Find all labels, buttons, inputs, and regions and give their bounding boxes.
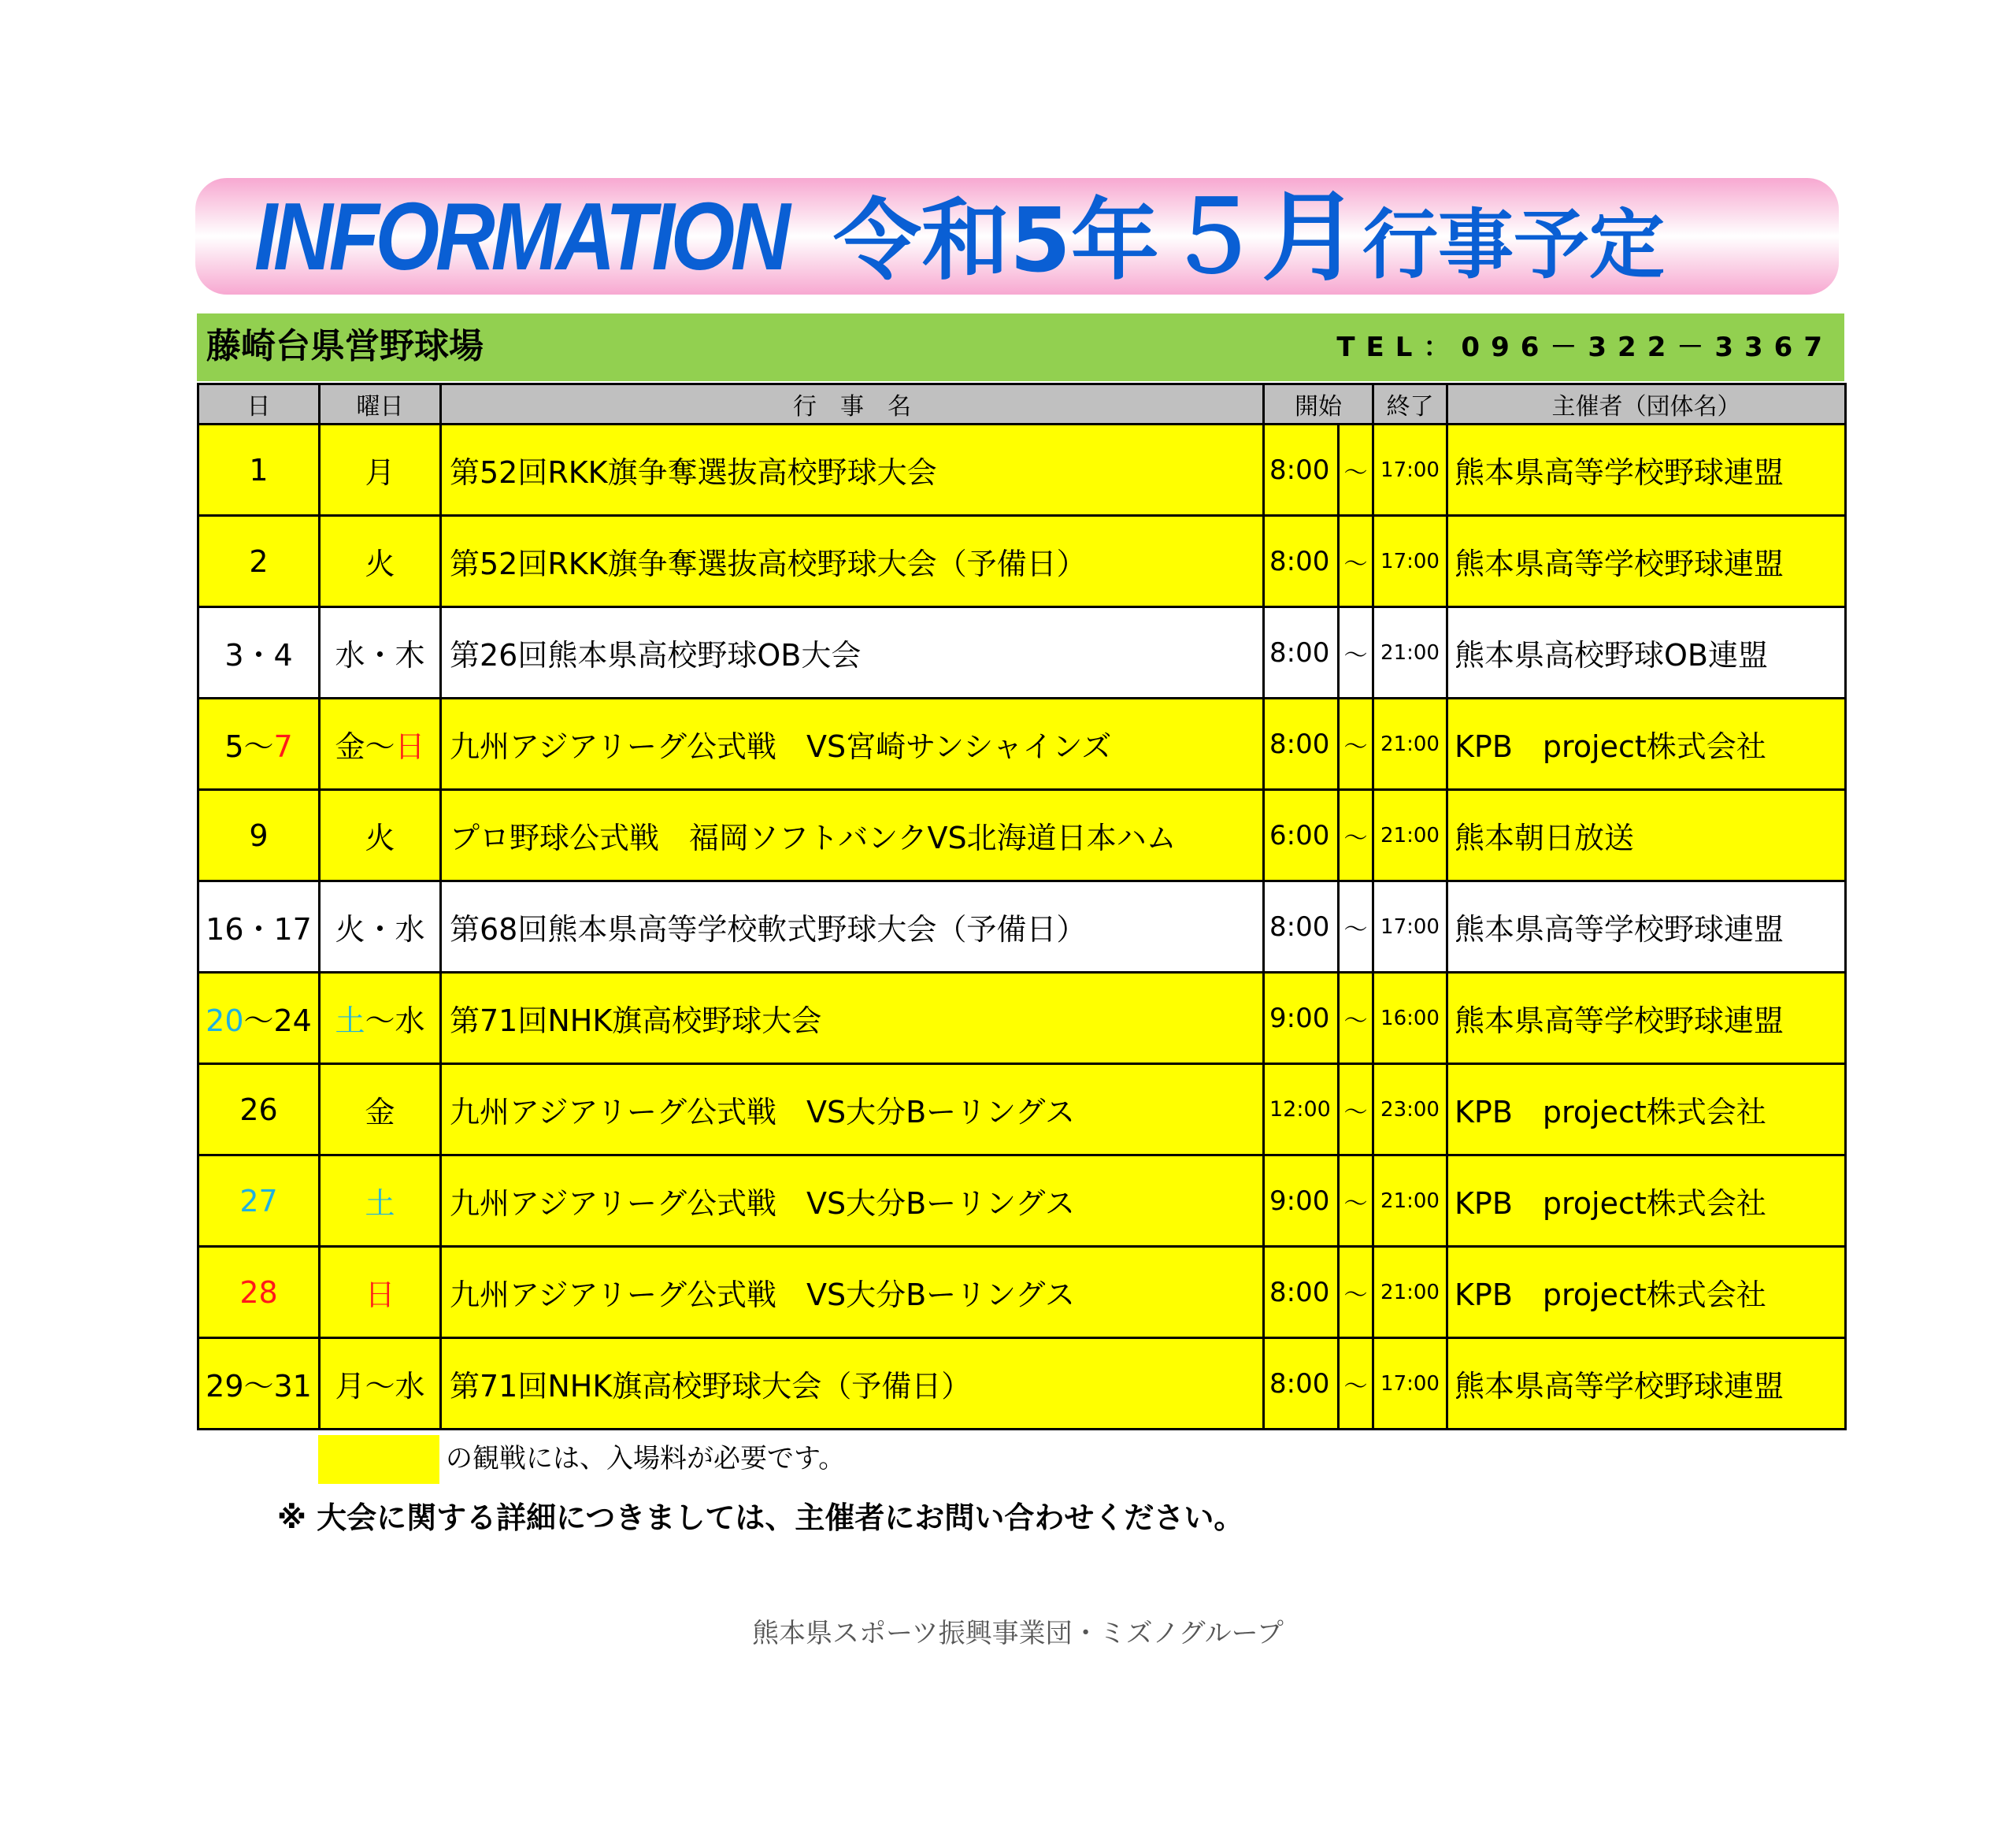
table-row — [198, 699, 1846, 790]
table-row — [198, 973, 1846, 1064]
cell-end: 17:00 — [1373, 1338, 1447, 1430]
cell-day-part: ～24 — [243, 1003, 312, 1038]
cell-separator: ～ — [1339, 1155, 1373, 1247]
cell-day: 9 — [198, 790, 320, 881]
cell-event-name: 第71回NHK旗高校野球大会（予備日） — [441, 1338, 1264, 1430]
cell-start: 8:00 — [1264, 1338, 1339, 1430]
venue-name: 藤崎台県営野球場 — [206, 326, 484, 366]
cell-organizer: 熊本県高等学校野球連盟 — [1447, 973, 1846, 1064]
cell-day: 2 — [198, 516, 320, 607]
cell-separator: ～ — [1339, 1064, 1373, 1155]
cell-organizer: KPB project株式会社 — [1447, 699, 1846, 790]
banner-month: ５月 — [1163, 181, 1359, 295]
cell-day: 27 — [198, 1155, 320, 1247]
cell-separator: ～ — [1339, 699, 1373, 790]
cell-day-saturday: 20 — [206, 1003, 244, 1038]
banner-event: 行事予定 — [1362, 201, 1665, 289]
cell-start: 8:00 — [1264, 425, 1339, 516]
cell-end: 21:00 — [1373, 699, 1447, 790]
cell-weekday-sunday: 日 — [395, 729, 425, 764]
cell-organizer: 熊本県高等学校野球連盟 — [1447, 1338, 1846, 1430]
cell-day: 29～31 — [198, 1338, 320, 1430]
cell-organizer: KPB project株式会社 — [1447, 1247, 1846, 1338]
cell-separator: ～ — [1339, 516, 1373, 607]
header-start: 開始 — [1264, 384, 1373, 425]
cell-start: 8:00 — [1264, 607, 1339, 699]
cell-weekday: 火 — [320, 516, 441, 607]
cell-event-name: 九州アジアリーグ公式戦 VS宮崎サンシャインズ — [441, 699, 1264, 790]
cell-event-name: 第68回熊本県高等学校軟式野球大会（予備日） — [441, 881, 1264, 973]
cell-end: 21:00 — [1373, 1247, 1447, 1338]
cell-separator: ～ — [1339, 425, 1373, 516]
cell-weekday: 火 — [320, 790, 441, 881]
cell-event-name: 第52回RKK旗争奪選抜高校野球大会 — [441, 425, 1264, 516]
cell-start: 8:00 — [1264, 1247, 1339, 1338]
banner-era: 令和5年 — [833, 190, 1159, 292]
cell-separator: ～ — [1339, 1247, 1373, 1338]
header-day: 日 — [198, 384, 320, 425]
cell-weekday — [320, 973, 441, 1064]
table-row — [198, 1247, 1846, 1338]
cell-day — [198, 699, 320, 790]
cell-organizer: 熊本県高校野球OB連盟 — [1447, 607, 1846, 699]
table-row — [198, 1155, 1846, 1247]
cell-start: 12:00 — [1264, 1064, 1339, 1155]
table-row — [198, 425, 1846, 516]
cell-day: 16・17 — [198, 881, 320, 973]
cell-separator: ～ — [1339, 881, 1373, 973]
schedule-table — [197, 383, 1847, 1430]
venue-bar — [197, 313, 1844, 381]
cell-start: 9:00 — [1264, 1155, 1339, 1247]
table-header-row — [198, 384, 1846, 425]
cell-separator: ～ — [1339, 790, 1373, 881]
header-organizer: 主催者（団体名） — [1447, 384, 1846, 425]
cell-day: 26 — [198, 1064, 320, 1155]
cell-organizer: KPB project株式会社 — [1447, 1064, 1846, 1155]
banner-title — [833, 181, 1665, 314]
table-row — [198, 881, 1846, 973]
cell-weekday: 金 — [320, 1064, 441, 1155]
cell-weekday: 月 — [320, 425, 441, 516]
cell-start: 8:00 — [1264, 881, 1339, 973]
cell-day-sunday: 7 — [273, 729, 293, 764]
cell-event-name: 九州アジアリーグ公式戦 VS大分Bーリングス — [441, 1064, 1264, 1155]
cell-end: 21:00 — [1373, 790, 1447, 881]
cell-organizer: 熊本県高等学校野球連盟 — [1447, 881, 1846, 973]
table-row — [198, 1338, 1846, 1430]
cell-weekday: 水・木 — [320, 607, 441, 699]
cell-weekday-part: 金～ — [335, 729, 395, 764]
cell-weekday-saturday: 土 — [335, 1003, 365, 1038]
cell-start: 9:00 — [1264, 973, 1339, 1064]
cell-organizer: KPB project株式会社 — [1447, 1155, 1846, 1247]
paid-admission-legend: の観戦には、入場料が必要です。 — [446, 1443, 846, 1474]
cell-weekday: 月～水 — [320, 1338, 441, 1430]
footer-operator: 熊本県スポーツ振興事業団・ミズノグループ — [752, 1618, 1284, 1649]
cell-end: 17:00 — [1373, 516, 1447, 607]
cell-end: 23:00 — [1373, 1064, 1447, 1155]
header-event-name: 行 事 名 — [441, 384, 1264, 425]
table-row — [198, 790, 1846, 881]
cell-weekday — [320, 699, 441, 790]
cell-organizer: 熊本県高等学校野球連盟 — [1447, 425, 1846, 516]
venue-tel: TEL：096－322－3367 — [1336, 332, 1833, 363]
inquiry-note: ※ 大会に関する詳細につきましては、主催者にお問い合わせください。 — [277, 1500, 1244, 1535]
cell-event-name: 第26回熊本県高校野球OB大会 — [441, 607, 1264, 699]
cell-day: 1 — [198, 425, 320, 516]
cell-separator: ～ — [1339, 1338, 1373, 1430]
title-banner — [195, 178, 1839, 295]
table-row — [198, 607, 1846, 699]
cell-event-name: プロ野球公式戦 福岡ソフトバンクVS北海道日本ハム — [441, 790, 1264, 881]
cell-event-name: 九州アジアリーグ公式戦 VS大分Bーリングス — [441, 1247, 1264, 1338]
table-row — [198, 1064, 1846, 1155]
header-end: 終了 — [1373, 384, 1447, 425]
cell-end: 16:00 — [1373, 973, 1447, 1064]
cell-event-name: 第71回NHK旗高校野球大会 — [441, 973, 1264, 1064]
cell-day-part: 5～ — [224, 729, 274, 764]
cell-start: 8:00 — [1264, 516, 1339, 607]
cell-weekday: 土 — [320, 1155, 441, 1247]
cell-weekday-part: ～水 — [365, 1003, 425, 1038]
cell-event-name: 九州アジアリーグ公式戦 VS大分Bーリングス — [441, 1155, 1264, 1247]
cell-end: 17:00 — [1373, 881, 1447, 973]
cell-event-name: 第52回RKK旗争奪選抜高校野球大会（予備日） — [441, 516, 1264, 607]
cell-weekday: 火・水 — [320, 881, 441, 973]
cell-organizer: 熊本朝日放送 — [1447, 790, 1846, 881]
cell-end: 21:00 — [1373, 1155, 1447, 1247]
paid-admission-swatch — [318, 1435, 439, 1484]
banner-information-text: INFORMATION — [254, 183, 787, 290]
cell-day — [198, 973, 320, 1064]
table-row — [198, 516, 1846, 607]
cell-organizer: 熊本県高等学校野球連盟 — [1447, 516, 1846, 607]
header-weekday: 曜日 — [320, 384, 441, 425]
cell-start: 8:00 — [1264, 699, 1339, 790]
cell-end: 21:00 — [1373, 607, 1447, 699]
cell-weekday: 日 — [320, 1247, 441, 1338]
cell-day: 28 — [198, 1247, 320, 1338]
cell-separator: ～ — [1339, 607, 1373, 699]
cell-day: 3・4 — [198, 607, 320, 699]
cell-start: 6:00 — [1264, 790, 1339, 881]
cell-end: 17:00 — [1373, 425, 1447, 516]
cell-separator: ～ — [1339, 973, 1373, 1064]
